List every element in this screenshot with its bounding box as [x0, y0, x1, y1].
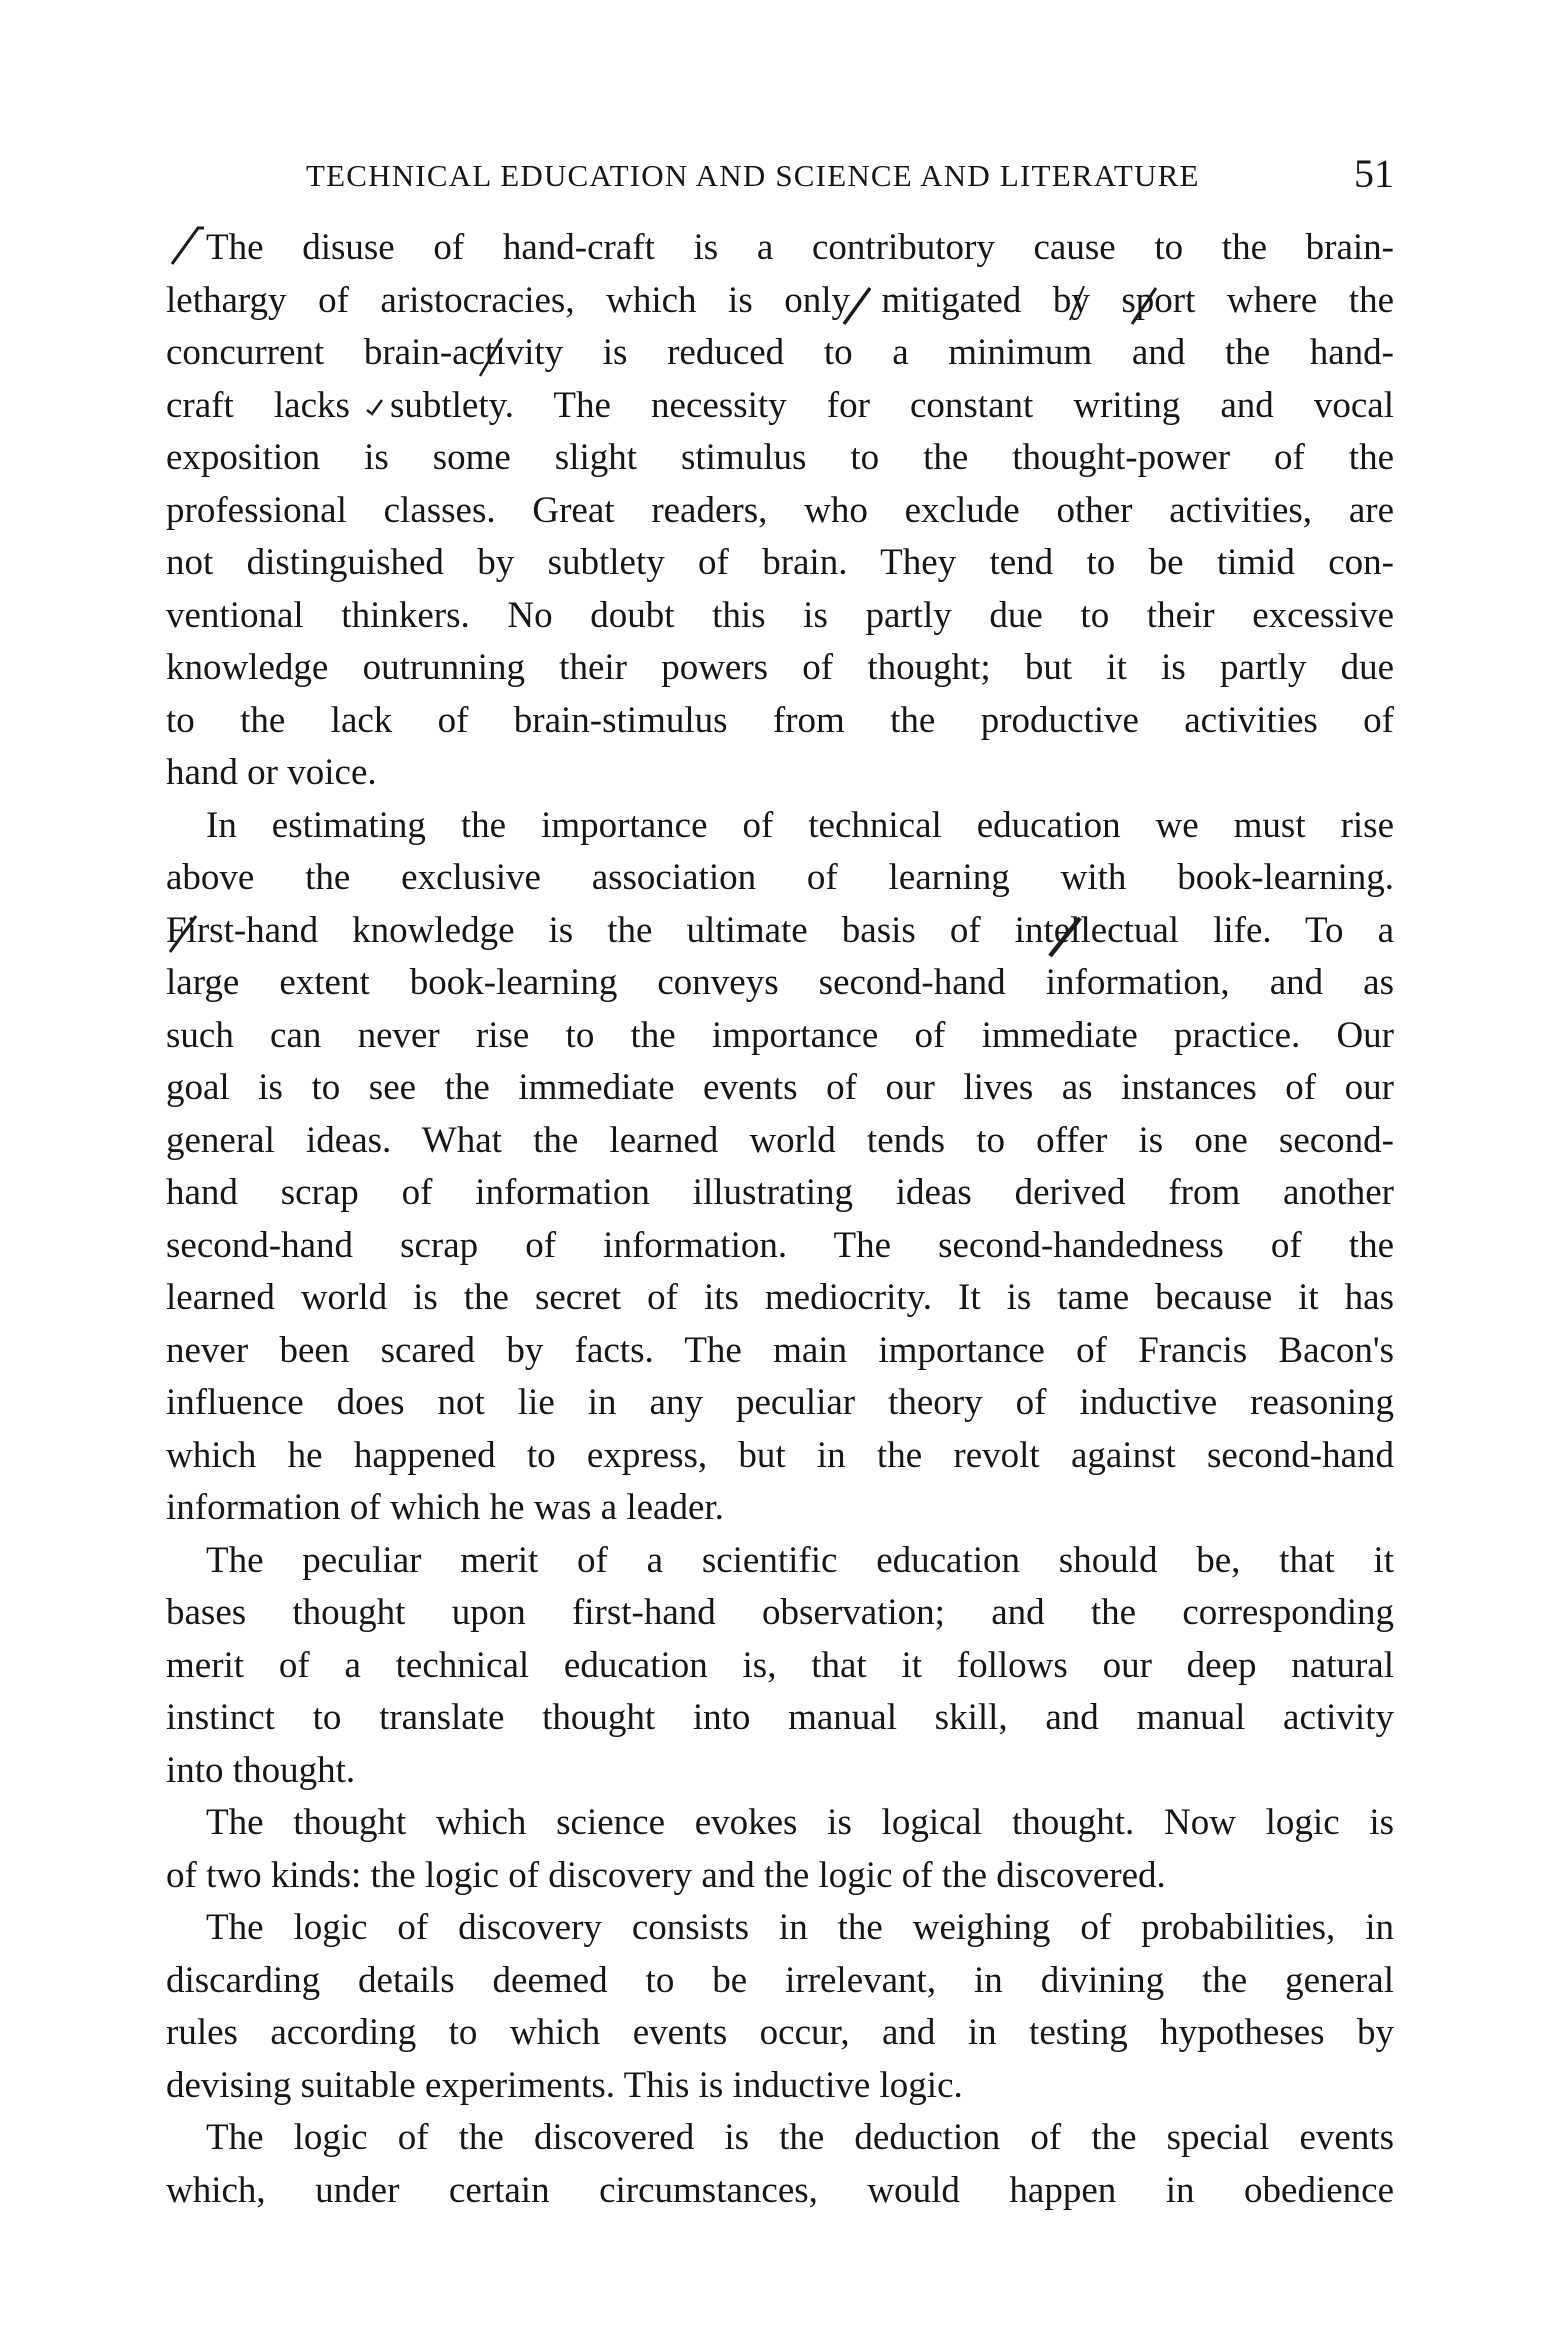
- text-line: rules according to which events occur, and in testing hypotheses by: [166, 2012, 1394, 2053]
- text-line: The logic of the discovered is the deduction of the special events: [206, 2117, 1394, 2158]
- pencil-slash-mark: [166, 910, 202, 958]
- text-line: First-hand knowledge is the ultimate basis of intellectual life. To a: [166, 909, 1394, 951]
- text-line: which, under certain circumstances, would happen in obedience: [166, 2169, 1394, 2211]
- paragraph-3: [166, 1535, 1394, 1798]
- text-line: exposition is some slight stimulus to the thought-power of the: [166, 437, 1394, 478]
- text-line: large extent book-learning conveys second-hand information, and as: [166, 962, 1394, 1003]
- text-line: merit of a technical education is, that it follows our deep natural: [166, 1644, 1394, 1686]
- pencil-slash-mark: [840, 282, 876, 326]
- paragraph-4: [166, 1797, 1394, 1902]
- text-line: learned world is the secret of its mediocrity. It is tame because it has: [166, 1277, 1394, 1318]
- pencil-slash-mark: [1046, 912, 1086, 960]
- text-line: general ideas. What the learned world tends to offer is one second-: [166, 1119, 1394, 1161]
- text-line: goal is to see the immediate events of our lives as instances of our: [166, 1067, 1394, 1108]
- text-line: of two kinds: the logic of discovery and the logic of the discovered.: [166, 1854, 1166, 1896]
- pencil-tick-mark: [364, 396, 386, 418]
- text-line: such can never rise to the importance of immediate practice. Our: [166, 1014, 1394, 1056]
- text-line: influence does not lie in any peculiar theory of inductive reasoning: [166, 1382, 1394, 1423]
- text-line: ventional thinkers. No doubt this is partly due to their excessive: [166, 594, 1394, 636]
- pencil-slash-mark: [1128, 282, 1160, 326]
- text-line: The logic of discovery consists in the weighing of probabilities, in: [206, 1907, 1394, 1948]
- text-line: hand scrap of information illustrating ideas derived from another: [166, 1172, 1394, 1213]
- paragraph-6: [166, 2112, 1394, 2217]
- pencil-slash-mark: [168, 224, 208, 268]
- text-line: The disuse of hand-craft is a contributory cause to the brain-: [206, 227, 1394, 268]
- text-line: above the exclusive association of learning with book-learning.: [166, 857, 1394, 898]
- running-title: TECHNICAL EDUCATION AND SCIENCE AND LITERATURE: [306, 158, 1200, 193]
- text-line: never been scared by facts. The main importance of Francis Bacon's: [166, 1329, 1394, 1371]
- paragraph-2: [166, 800, 1394, 1535]
- page-number: 51: [1354, 151, 1394, 196]
- paragraph-5: [166, 1902, 1394, 2112]
- text-line: to the lack of brain-stimulus from the productive activities of: [166, 699, 1394, 741]
- pencil-slash-mark: [476, 334, 506, 378]
- text-line: The peculiar merit of a scientific education should be, that it: [206, 1539, 1394, 1581]
- pencil-slash-mark: [1066, 282, 1090, 322]
- text-line: hand or voice.: [166, 752, 377, 793]
- text-line: discarding details deemed to be irrelevant, in divining the general: [166, 1959, 1394, 2001]
- text-line: The thought which science evokes is logical thought. Now logic is: [206, 1802, 1394, 1843]
- text-line: bases thought upon first-hand observation; and the corresponding: [166, 1592, 1394, 1633]
- text-line: into thought.: [166, 1749, 356, 1791]
- text-line: craft lacks subtlety. The necessity for constant writing and vocal: [166, 384, 1394, 426]
- text-line: knowledge outrunning their powers of thought; but it is partly due: [166, 647, 1394, 688]
- text-line: not distinguished by subtlety of brain. They tend to be timid con-: [166, 542, 1394, 583]
- text-line: In estimating the importance of technical education we must rise: [206, 804, 1394, 846]
- running-head: [166, 150, 1394, 210]
- text-line: lethargy of aristocracies, which is only mitigated by sport where the: [166, 279, 1394, 321]
- text-line: information of which he was a leader.: [166, 1487, 724, 1528]
- text-line: instinct to translate thought into manual skill, and manual activity: [166, 1697, 1394, 1738]
- text-line: devising suitable experiments. This is inductive logic.: [166, 2064, 963, 2106]
- body-text: [166, 222, 1394, 2217]
- text-line: concurrent brain-activity is reduced to a minimum and the hand-: [166, 332, 1394, 373]
- paragraph-1: [166, 222, 1394, 800]
- text-line: second-hand scrap of information. The second-handedness of the: [166, 1224, 1394, 1266]
- text-line: which he happened to express, but in the revolt against second-hand: [166, 1434, 1394, 1476]
- text-line: professional classes. Great readers, who exclude other activities, are: [166, 489, 1394, 531]
